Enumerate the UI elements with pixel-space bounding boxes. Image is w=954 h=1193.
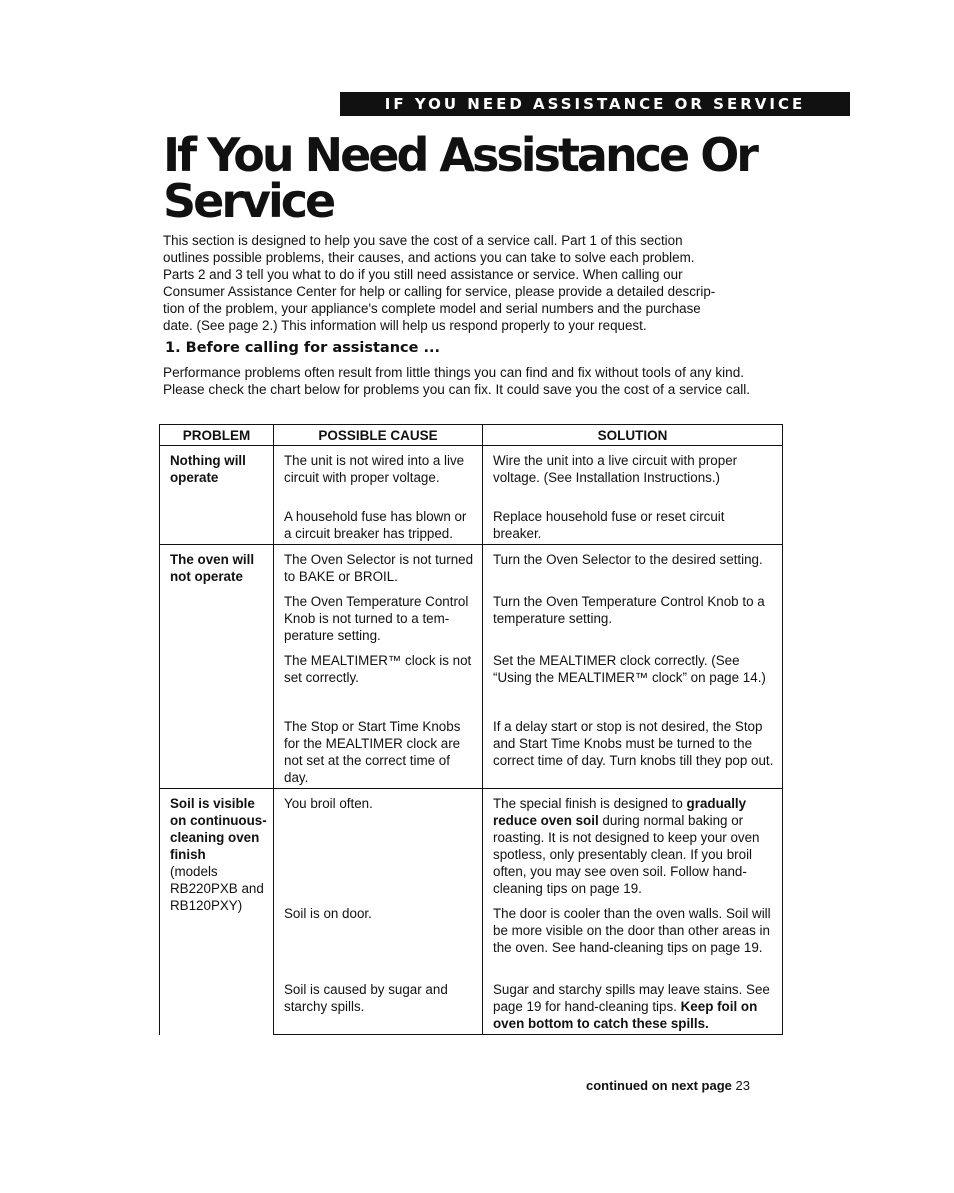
solution-cell: Replace household fuse or reset circuit breaker. <box>483 502 783 545</box>
intro-line: outlines possible problems, their causes, and actions you can take to solve each problem. <box>163 250 695 265</box>
problem-cell <box>160 446 274 545</box>
cause-cell: The Stop or Start Time Knobs for the MEALTIMER clock are not set at the correct time of day. <box>274 712 483 789</box>
table-header-row <box>160 425 783 446</box>
solution-cell: Set the MEALTIMER clock correctly. (See “Using the MEALTIMER™ clock” on page 14.) <box>483 646 783 712</box>
cause-cell: You broil often. <box>274 789 483 900</box>
problem-text: Nothing will operate <box>170 453 246 485</box>
solution-cell <box>483 975 783 1035</box>
intro-line: Parts 2 and 3 tell you what to do if you still need assistance or service. When calling our <box>163 267 683 282</box>
continued-note: continued on next page <box>586 1078 732 1093</box>
solution-cell: The door is cooler than the oven walls. Soil will be more visible on the door than other areas in the oven. See hand-cleaning tips on page 19. <box>483 899 783 975</box>
performance-paragraph: Performance problems often result from little things you can find and fix without tools of any kind. Please check the chart below for problems you can fix. It could save you the cost of a service call. <box>163 365 751 397</box>
table-row <box>160 545 783 588</box>
header-problem: PROBLEM <box>160 425 274 446</box>
solution-text: during normal baking or roasting. It is not designed to keep your oven spotless, only presentably clean. If you broil often, you may see oven soil. Follow hand-cleaning tips on page 19. <box>493 813 760 896</box>
solution-cell: Wire the unit into a live circuit with proper voltage. (See Installation Instructions.) <box>483 446 783 503</box>
page-title <box>163 128 756 228</box>
cause-cell: The MEALTIMER™ clock is not set correctly. <box>274 646 483 712</box>
solution-cell: Turn the Oven Temperature Control Knob to a temperature setting. <box>483 587 783 646</box>
solution-cell <box>483 789 783 900</box>
problem-note: (models RB220PXB and RB120PXY) <box>170 864 264 913</box>
solution-cell: If a delay start or stop is not desired, the Stop and Start Time Knobs must be turned to the correct time of day. Turn knobs till they pop out. <box>483 712 783 789</box>
cause-cell: The Oven Temperature Control Knob is not turned to a tem-perature setting. <box>274 587 483 646</box>
page-footer <box>586 1078 750 1093</box>
intro-line: This section is designed to help you save the cost of a service call. Part 1 of this section <box>163 233 683 248</box>
solution-emphasis: gradually reduce oven soil <box>493 796 747 828</box>
solution-text: The special finish is designed to <box>493 796 683 811</box>
problem-cell <box>160 789 274 1035</box>
page-title-line1: If You Need Assistance Or <box>163 128 756 182</box>
cause-cell: A household fuse has blown or a circuit breaker has tripped. <box>274 502 483 545</box>
table-row <box>160 446 783 503</box>
header-solution: SOLUTION <box>483 425 783 446</box>
intro-line: date. (See page 2.) This information will help us respond properly to your request. <box>163 318 647 333</box>
intro-line: Consumer Assistance Center for help or calling for service, please provide a detailed descrip- <box>163 284 716 299</box>
section-heading: 1. Before calling for assistance ... <box>165 340 441 356</box>
intro-line: tion of the problem, your appliance's complete model and serial numbers and the purchase <box>163 301 701 316</box>
section-banner: IF YOU NEED ASSISTANCE OR SERVICE <box>340 92 850 116</box>
cause-cell: The Oven Selector is not turned to BAKE or BROIL. <box>274 545 483 588</box>
problem-text: The oven will not operate <box>170 552 255 584</box>
cause-cell: Soil is on door. <box>274 899 483 975</box>
page-title-line2: Service <box>163 174 334 228</box>
problem-cell <box>160 545 274 789</box>
page-number: 23 <box>735 1078 750 1093</box>
intro-paragraph <box>163 232 788 334</box>
cause-cell: Soil is caused by sugar and starchy spills. <box>274 975 483 1035</box>
cause-cell: The unit is not wired into a live circuit with proper voltage. <box>274 446 483 503</box>
header-possible-cause: POSSIBLE CAUSE <box>274 425 483 446</box>
problem-text: Soil is visible on continuous-cleaning oven finish <box>170 796 267 862</box>
solution-text: Sugar and starchy spills may leave stains. See page 19 for hand-cleaning tips. <box>493 982 770 1014</box>
solution-emphasis: Keep foil on oven bottom to catch these spills. <box>493 999 758 1031</box>
table-row <box>160 789 783 900</box>
solution-cell: Turn the Oven Selector to the desired setting. <box>483 545 783 588</box>
troubleshooting-table <box>159 424 783 1035</box>
